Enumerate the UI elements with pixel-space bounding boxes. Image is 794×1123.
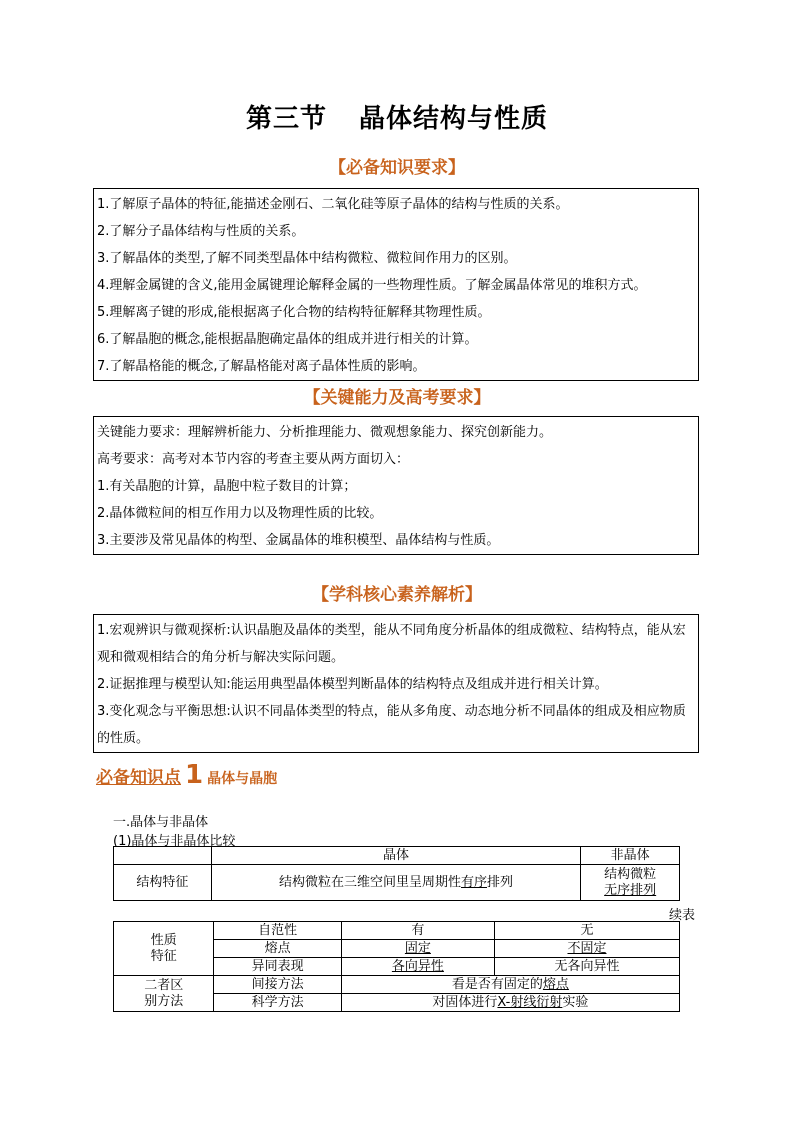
noncrystal-structure-cell [581,865,680,901]
noncrystal-line: 无序排列 [604,882,657,898]
noncrystal-value: 无 [494,922,679,940]
method-name: 间接方法 [214,976,341,994]
core-literacy-line: 3.变化观念与平衡思想:认识不同晶体类型的特点，能从多角度、动态地分析不同晶体的组成及相应物质的性质。 [97,704,686,746]
row-label-structure: 结构特征 [114,865,212,901]
table-header-noncrystal: 非晶体 [581,847,680,865]
group-label-line: 性质 [150,932,177,948]
group-label-line: 二者区 [144,977,184,993]
group-label-methods [114,976,214,1012]
knowledge-req-line: 2.了解分子晶体结构与性质的关系。 [97,224,305,239]
noncrystal-value: 不固定 [494,940,679,958]
method-desc: 看是否有固定的熔点 [341,976,679,994]
knowledge-point-number: 1 [185,760,204,790]
core-literacy-line: 2.证据推理与模型认知:能运用典型晶体模型判断晶体的结构特点及组成并进行相关计算。 [97,677,608,692]
section-title: 晶体结构与性质 [359,104,549,134]
group-label-line: 特征 [150,948,177,964]
knowledge-point-heading [96,760,277,790]
underlined-term: 熔点 [542,976,569,992]
ability-req-heading: 【关键能力及高考要求】 [303,388,491,408]
continued-table [113,921,680,1012]
ability-req-box [93,416,699,555]
knowledge-req-heading: 【必备知识要求】 [329,158,465,178]
core-literacy-box [93,614,699,753]
knowledge-req-line: 5.理解离子键的形成,能根据离子化合物的结构特征解释其物理性质。 [97,305,491,320]
knowledge-req-box [93,188,699,381]
crystal-value: 各向异性 [341,958,494,976]
knowledge-req-line: 4.理解金属键的含义,能用金属键理论解释金属的一些物理性质。了解金属晶体常见的堆积方式。 [97,278,647,293]
method-name: 科学方法 [214,994,341,1012]
section-number: 第三节 [245,104,327,134]
continued-label: 续表 [669,908,696,923]
group-label-line: 别方法 [144,993,184,1009]
knowledge-req-line: 3.了解晶体的类型,了解不同类型晶体中结构微粒、微粒间作用力的区别。 [97,251,517,266]
group-label-properties [114,922,214,976]
crystal-value: 固定 [341,940,494,958]
underlined-term: 有序 [460,874,487,890]
noncrystal-value: 无各向异性 [494,958,679,976]
prop-name: 熔点 [214,940,341,958]
core-literacy-line: 1.宏观辨识与微观探析:认识晶胞及晶体的类型，能从不同角度分析晶体的组成微粒、结构特点，能从宏观和微观相结合的角分析与解决实际问题。 [97,623,686,665]
knowledge-point-label: 必备知识点 [96,768,181,788]
knowledge-req-line: 1.了解原子晶体的特征,能描述金刚石、二氧化硅等原子晶体的结构与性质的关系。 [97,197,569,212]
page-title [0,98,794,135]
prop-name: 自范性 [214,922,341,940]
knowledge-req-line: 7.了解晶格能的概念,了解晶格能对离子晶体性质的影响。 [97,359,426,374]
core-literacy-heading: 【学科核心素养解析】 [312,585,482,605]
subheading-comparison: (1)晶体与非晶体比较 [113,834,236,849]
ability-req-line: 2.晶体微粒间的相互作用力以及物理性质的比较。 [97,506,383,521]
prop-name: 异同表现 [214,958,341,976]
ability-req-line: 3.主要涉及常见晶体的构型、金属晶体的堆积模型、晶体结构与性质。 [97,533,500,548]
knowledge-req-line: 6.了解晶胞的概念,能根据晶胞确定晶体的组成并进行相关的计算。 [97,332,478,347]
ability-req-line: 关键能力要求：理解辨析能力、分析推理能力、微观想象能力、探究创新能力。 [97,425,553,440]
table-header-crystal: 晶体 [211,847,581,865]
comparison-table [113,846,680,901]
knowledge-point-title: 晶体与晶胞 [207,771,278,787]
subheading-crystal: 一.晶体与非晶体 [113,815,209,830]
noncrystal-line: 结构微粒 [604,866,657,882]
ability-req-line: 高考要求：高考对本节内容的考查主要从两方面切入： [97,452,410,467]
crystal-value: 有 [341,922,494,940]
table-header-empty [114,847,212,865]
crystal-structure-cell: 结构微粒在三维空间里呈周期性有序排列 [211,865,581,901]
underlined-term: X-射线衍射 [497,994,563,1010]
ability-req-line: 1.有关晶胞的计算，晶胞中粒子数目的计算； [97,479,357,494]
method-desc: 对固体进行X-射线衍射实验 [341,994,679,1012]
